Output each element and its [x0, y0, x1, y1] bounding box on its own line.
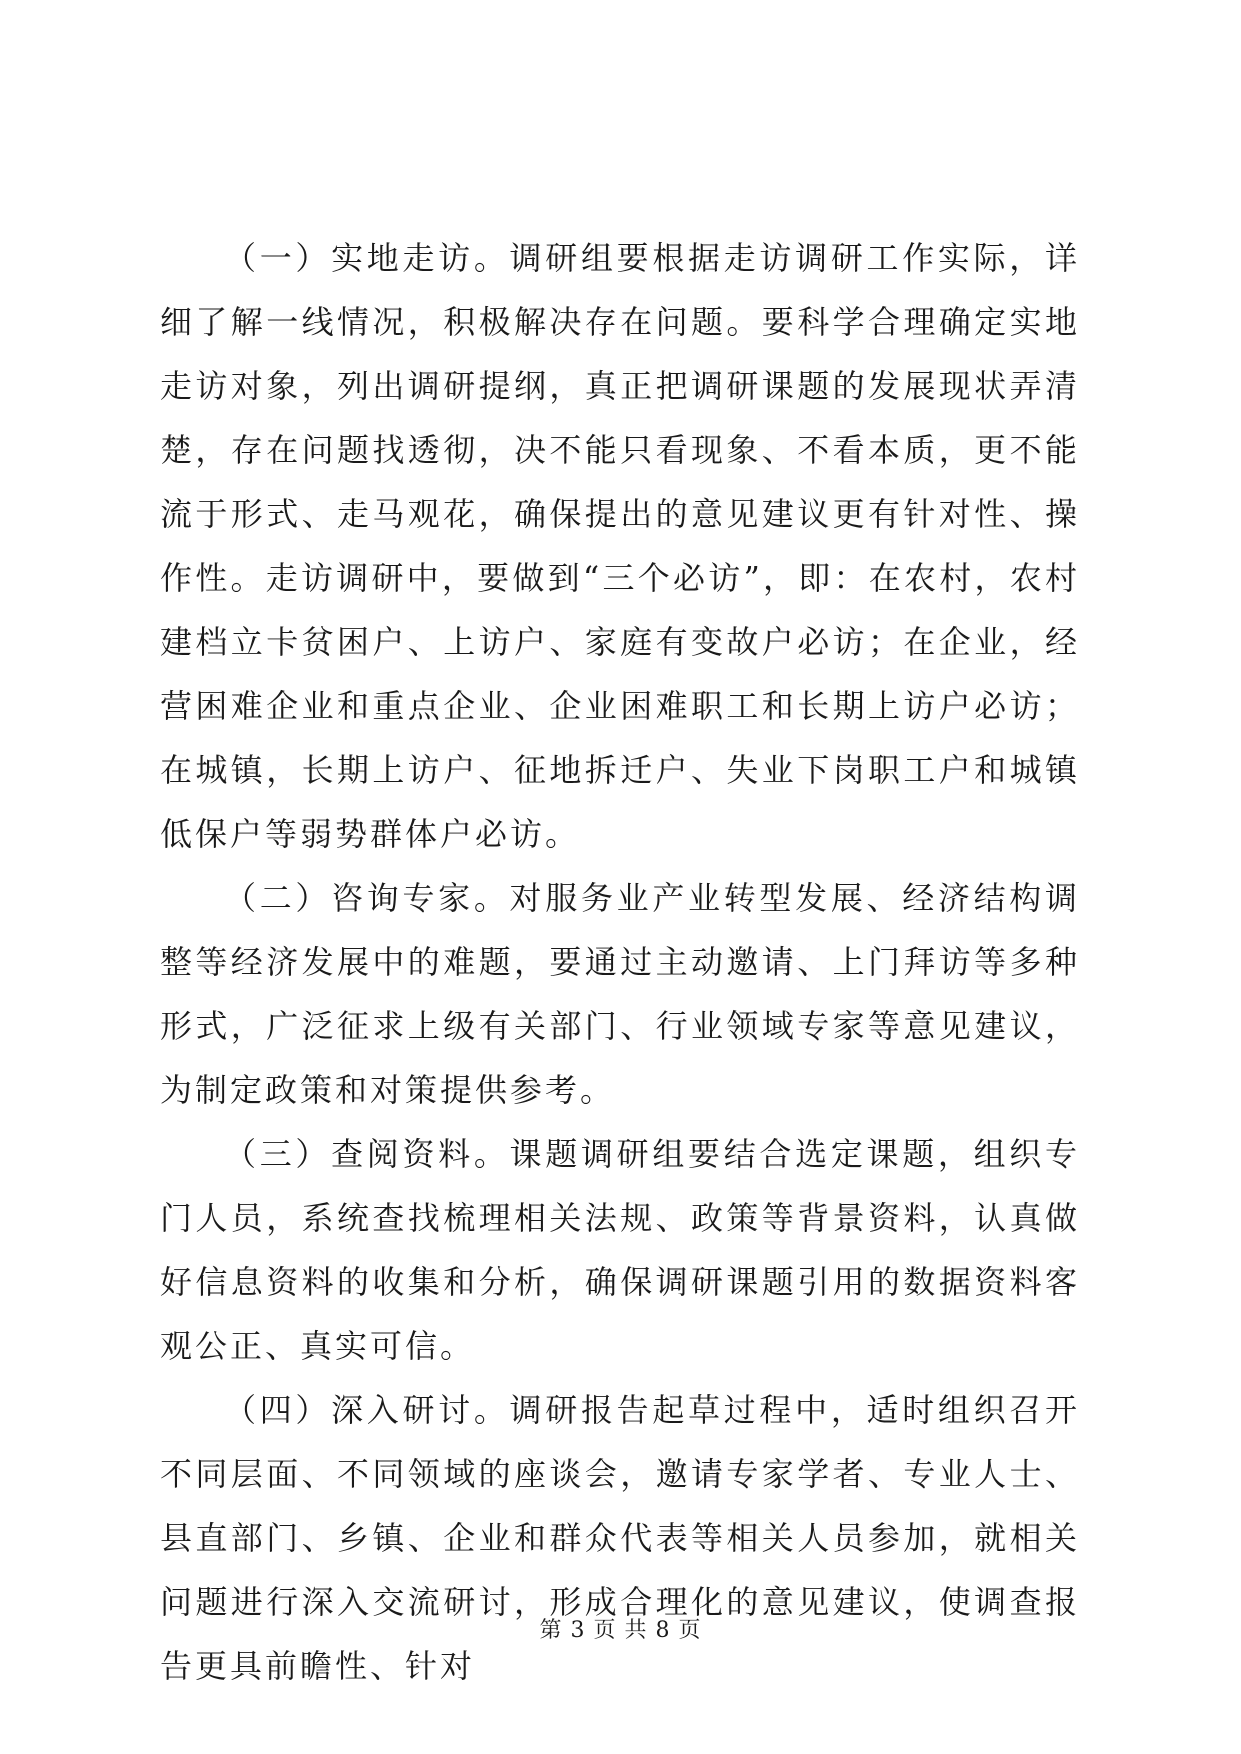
paragraph-review-materials: （三）查阅资料。课题调研组要结合选定课题，组织专门人员，系统查找梳理相关法规、政策等背景资料，认真做好信息资料的收集和分析，确保调研课题引用的数据资料客观公正、真实可信。 [160, 1135, 1080, 1365]
page-footer: 第 3 页 共 8 页 [539, 1618, 702, 1643]
document-body [160, 226, 1080, 1698]
paragraph-consult-experts: （二）咨询专家。对服务业产业转型发展、经济结构调整等经济发展中的难题，要通过主动邀请、上门拜访等多种形式，广泛征求上级有关部门、行业领域专家等意见建议，为制定政策和对策提供参考。 [160, 879, 1080, 1109]
paragraph-site-visit: （一）实地走访。调研组要根据走访调研工作实际，详细了解一线情况，积极解决存在问题。要科学合理确定实地走访对象，列出调研提纲，真正把调研课题的发展现状弄清楚，存在问题找透彻，决不能只看现象、不看本质，更不能流于形式、走马观花，确保提出的意见建议更有针对性、操作性。走访调研中，要做到“三个必访”，即：在农村，农村建档立卡贫困户、上访户、家庭有变故户必访；在企业，经营困难企业和重点企业、企业困难职工和长期上访户必访；在城镇，长期上访户、征地拆迁户、失业下岗职工户和城镇低保户等弱势群体户必访。 [160, 239, 1080, 853]
paragraph-in-depth-discussion: （四）深入研讨。调研报告起草过程中，适时组织召开不同层面、不同领域的座谈会，邀请专家学者、专业人士、县直部门、乡镇、企业和群众代表等相关人员参加，就相关问题进行深入交流研讨，形成合理化的意见建议，使调查报告更具前瞻性、针对 [160, 1391, 1080, 1685]
